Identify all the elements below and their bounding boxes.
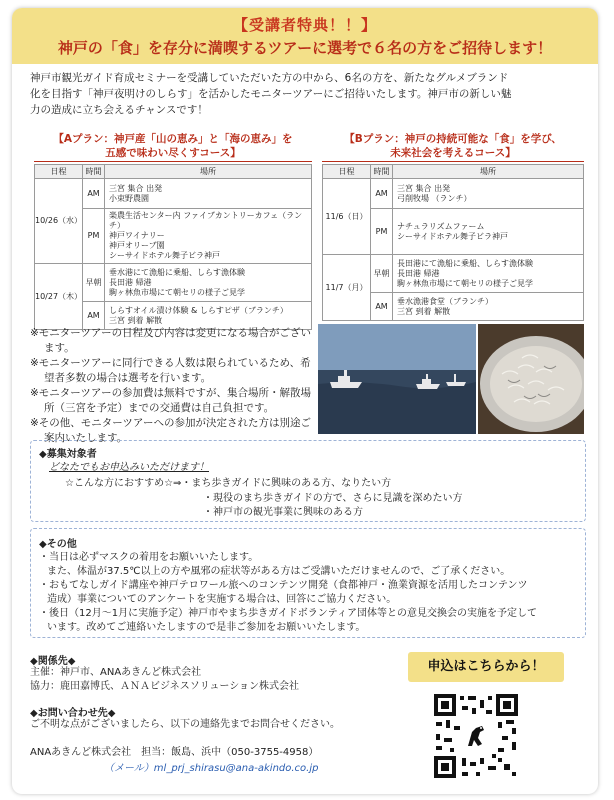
plan-b-schedule-table	[322, 164, 584, 321]
shirasu-bowl-photo	[478, 324, 584, 434]
place-line: 垂水漁港食堂（ブランチ）	[397, 296, 493, 306]
header-title-1: 【受講者特典！！】	[232, 16, 377, 34]
time-cell: AM	[83, 179, 105, 209]
plan-b-title-line: 未来社会を考えるコース】	[390, 147, 516, 159]
apply-banner: 申込はこちらから！	[408, 652, 564, 682]
time-cell: PM	[83, 209, 105, 264]
place-line: しらすオイル漬け体験 & しらすピザ（ブランチ）	[109, 305, 288, 315]
place-line: 弓削牧場 （ランチ）	[397, 193, 472, 203]
plan-b-title	[322, 132, 584, 162]
inquiry-line: ご不明な点がございましたら、以下の連絡先までお問合せください。	[30, 719, 340, 730]
col-header-place: 場所	[105, 165, 312, 179]
other-line: 造成）事業についてのアンケートを実施する場合は、回答にご協力ください。	[47, 594, 397, 605]
place-line: 三宮 到着 解散	[109, 315, 163, 325]
place-line: 小束野農園	[109, 193, 149, 203]
col-header-date: 日程	[35, 165, 83, 179]
time-cell: AM	[371, 293, 393, 321]
col-header-time: 時間	[83, 165, 105, 179]
recruitment-box	[30, 440, 586, 522]
fishing-boats-photo	[318, 324, 476, 434]
recruitment-line: ・現役のまち歩きガイドの方で、さらに見識を深めたい方	[203, 493, 463, 504]
place-cell	[393, 209, 584, 255]
place-line: 三宮 集合 出発	[109, 183, 163, 193]
plan-b-title-line: 【Bプラン：神戸の持続可能な「食」を学び、	[344, 133, 562, 145]
place-cell	[105, 209, 312, 264]
other-line: ・当日は必ずマスクの着用をお願いいたします。	[39, 552, 259, 563]
col-header-date: 日程	[323, 165, 371, 179]
intro-line: 神戸市観光ガイド育成セミナーを受講していただいた方の中から、6名の方を、新たなグルメブランド	[30, 72, 509, 84]
organizer-line: 協力：鹿田嘉博氏、ＡＮＡビジネスソリューション株式会社	[30, 681, 299, 692]
inquiry-line: ANAあきんど株式会社 担当：飯島、浜中（050-3755-4958）	[30, 747, 319, 758]
note-item: ※その他、モニターツアーへの参加が決定された方は別途ご案内いたします。	[30, 417, 312, 444]
other-line: また、体温が37.5℃以上の方や風邪の症状等がある方はご受講いただけませんので、ご了承ください。	[47, 566, 511, 577]
recruitment-line: ・神戸市の観光事業に興味のある方	[203, 507, 363, 518]
recruitment-line: どなたでもお申込みいただけます！	[49, 462, 209, 473]
inquiry-heading: ◆お問い合わせ先◆	[30, 708, 116, 719]
time-cell: AM	[83, 302, 105, 330]
contact-email-link[interactable]: （メール）ml_prj_shirasu@ana-akindo.co.jp	[104, 763, 319, 774]
plan-a-title-line: 五感で味わい尽くすコース】	[105, 147, 241, 159]
day-cell: 10/26（水）	[35, 179, 83, 264]
qr-code-graphic	[432, 692, 520, 780]
intro-line: 化を目指す「神戸夜明けのしらす」を活かしたモニターツアーにご招待いたします。神戸市の新しい魅	[30, 88, 512, 100]
flyer-page	[12, 8, 598, 794]
day-cell: 11/6（日）	[323, 179, 371, 255]
day-cell: 10/27（木）	[35, 264, 83, 330]
qr-code-icon[interactable]	[432, 692, 520, 780]
note-item: ※モニターツアーの日程及び内容は変更になる場合がございます。	[30, 327, 312, 354]
col-header-place: 場所	[393, 165, 584, 179]
place-cell	[393, 179, 584, 209]
place-line: 神戸ワイナリー	[109, 231, 165, 240]
recruitment-heading: ◆募集対象者	[39, 449, 97, 460]
organizer-heading: ◆関係先◆	[30, 656, 76, 667]
other-info-box	[30, 528, 586, 638]
organizer-line: 主催：神戸市、ANAあきんど株式会社	[30, 667, 202, 678]
place-line: 楽農生活センター内 ファイブカントリーカフェ（ランチ）	[109, 211, 303, 230]
plan-a-schedule-table	[34, 164, 312, 330]
place-line: 三宮 到着 解散	[397, 306, 451, 316]
time-cell: PM	[371, 209, 393, 255]
other-line: ・おもてなしガイド講座や神戸テロワール旅へのコンテンツ開発（食都神戸・漁業資源を活用したコンテンツ	[39, 580, 528, 591]
plan-a-title-line: 【Aプラン：神戸産「山の恵み」と「海の恵み」を	[53, 133, 293, 145]
place-line: ナチュラリズムファーム	[397, 221, 485, 231]
place-line: シーサイドホテル舞子ビラ神戸	[109, 251, 221, 260]
col-header-time: 時間	[371, 165, 393, 179]
place-line: 三宮 集合 出発	[397, 183, 451, 193]
place-line: 神戸オリーブ園	[109, 241, 165, 250]
place-cell	[393, 255, 584, 293]
recruitment-line: ☆こんな方におすすめ☆⇒・まち歩きガイドに興味のある方、なりたい方	[65, 478, 392, 489]
intro-text	[30, 70, 586, 118]
place-line: 長田港にて漁船に乗船、しらす漁体験	[397, 258, 533, 268]
time-cell: 早朝	[83, 264, 105, 302]
fishing-boats-image	[318, 324, 476, 434]
header-band	[12, 8, 598, 64]
place-line: 駒ヶ林魚市場にて朝セリの様子ご見学	[397, 278, 533, 288]
plan-a-title	[34, 132, 312, 162]
note-item: ※モニターツアーの参加費は無料ですが、集合場所・解散場所（三宮を予定）までの交通費は自己負担です。	[30, 387, 312, 414]
notes-list	[30, 326, 320, 446]
other-heading: ◆その他	[39, 539, 77, 550]
place-line: 長田港 帰港	[109, 277, 152, 287]
place-line: 駒ヶ林魚市場にて朝セリの様子ご見学	[109, 287, 245, 297]
place-line: 垂水港にて漁船に乗船、しらす漁体験	[109, 267, 245, 277]
place-line: シーサイドホテル舞子ビラ神戸	[397, 231, 509, 241]
place-cell	[393, 293, 584, 321]
day-cell: 11/7（月）	[323, 255, 371, 321]
header-title-2: 神戸の「食」を存分に満喫するツアーに選考で６名の方をご招待します！	[57, 39, 553, 57]
place-line: 長田港 帰港	[397, 268, 440, 278]
other-line: ・後日（12月～1月に実施予定）神戸市やまち歩きガイドボランティア団体等との意見交換会の実施を予定して	[39, 608, 537, 619]
note-item: ※モニターツアーに同行できる人数は限られているため、希望者多数の場合は選考を行います。	[30, 357, 311, 384]
intro-line: 力の造成に立ち会えるチャンスです！	[30, 104, 208, 116]
other-line: います。改めてご連絡いたしますので是非ご参加をお願いいたします。	[47, 622, 366, 633]
place-cell	[105, 179, 312, 209]
time-cell: 早朝	[371, 255, 393, 293]
time-cell: AM	[371, 179, 393, 209]
place-cell	[105, 264, 312, 302]
shirasu-bowl-image	[478, 324, 584, 434]
